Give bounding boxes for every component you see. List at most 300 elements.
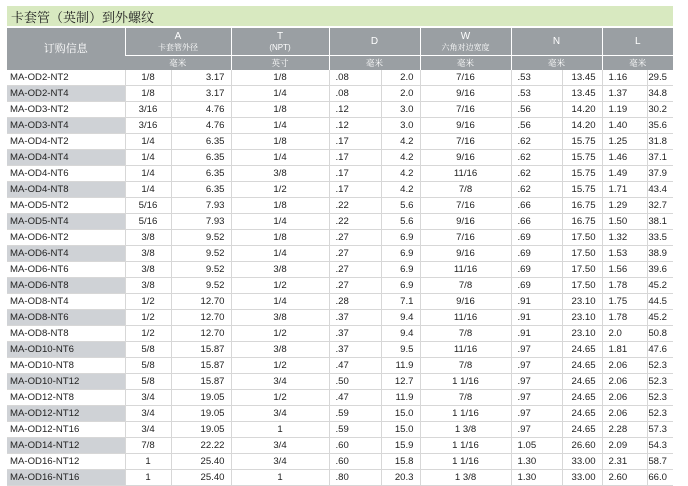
cell-n1: .97 <box>511 422 562 438</box>
table-row <box>7 374 673 390</box>
cell-n2: 33.00 <box>562 470 602 486</box>
cell-l2: 37.9 <box>647 166 673 182</box>
cell-n1: .97 <box>511 374 562 390</box>
cell-w: 7/16 <box>420 134 511 150</box>
cell-d2: 15.8 <box>381 454 420 470</box>
cell-d2: 9.4 <box>381 326 420 342</box>
table-row <box>7 214 673 230</box>
cell-a1: 3/8 <box>125 262 171 278</box>
cell-d2: 6.9 <box>381 278 420 294</box>
cell-n1: .97 <box>511 342 562 358</box>
column-letter: D <box>370 36 379 47</box>
part-number-cell: MA-OD4-NT4 <box>7 150 125 166</box>
column-header-d <box>329 28 420 56</box>
column-letter: W <box>460 30 471 42</box>
cell-a2: 15.87 <box>171 374 231 390</box>
cell-l2: 47.6 <box>647 342 673 358</box>
cell-w: 11/16 <box>420 310 511 326</box>
cell-a2: 12.70 <box>171 326 231 342</box>
cell-n2: 24.65 <box>562 374 602 390</box>
cell-a1: 1/4 <box>125 166 171 182</box>
column-letter: T <box>276 30 284 42</box>
cell-t: 1/4 <box>231 86 329 102</box>
cell-n2: 17.50 <box>562 230 602 246</box>
cell-w: 1 1/16 <box>420 406 511 422</box>
column-letter: A <box>174 30 182 42</box>
cell-d2: 20.3 <box>381 470 420 486</box>
cell-a2: 4.76 <box>171 102 231 118</box>
cell-n1: .66 <box>511 214 562 230</box>
cell-a2: 6.35 <box>171 166 231 182</box>
unit-d: 毫米 <box>329 56 420 71</box>
cell-n1: 1.05 <box>511 438 562 454</box>
part-number-cell: MA-OD3-NT2 <box>7 102 125 118</box>
cell-a1: 1/2 <box>125 326 171 342</box>
part-number-cell: MA-OD6-NT6 <box>7 262 125 278</box>
cell-d2: 6.9 <box>381 230 420 246</box>
cell-d1: .60 <box>329 438 381 454</box>
cell-a1: 1 <box>125 470 171 486</box>
cell-w: 7/16 <box>420 230 511 246</box>
cell-d2: 9.4 <box>381 310 420 326</box>
table-row <box>7 182 673 198</box>
cell-a2: 22.22 <box>171 438 231 454</box>
cell-d1: .22 <box>329 214 381 230</box>
cell-a1: 1/4 <box>125 182 171 198</box>
cell-l2: 37.1 <box>647 150 673 166</box>
part-number-cell: MA-OD10-NT12 <box>7 374 125 390</box>
cell-a1: 5/16 <box>125 214 171 230</box>
part-number-cell: MA-OD6-NT2 <box>7 230 125 246</box>
cell-t: 1/4 <box>231 214 329 230</box>
table-row <box>7 230 673 246</box>
cell-d2: 15.0 <box>381 406 420 422</box>
cell-l1: 1.78 <box>602 278 647 294</box>
cell-n2: 24.65 <box>562 342 602 358</box>
cell-l1: 2.06 <box>602 374 647 390</box>
cell-n1: .69 <box>511 246 562 262</box>
cell-d1: .17 <box>329 182 381 198</box>
cell-d1: .27 <box>329 262 381 278</box>
cell-l2: 44.5 <box>647 294 673 310</box>
cell-d1: .12 <box>329 102 381 118</box>
cell-t: 1/8 <box>231 102 329 118</box>
unit-a: 毫米 <box>125 56 231 71</box>
cell-a2: 9.52 <box>171 278 231 294</box>
table-header <box>7 28 673 70</box>
table-row <box>7 118 673 134</box>
cell-a2: 4.76 <box>171 118 231 134</box>
column-subtitle: (NPT) <box>269 42 291 52</box>
cell-t: 1/8 <box>231 230 329 246</box>
table-row <box>7 310 673 326</box>
cell-n1: .97 <box>511 406 562 422</box>
cell-a2: 9.52 <box>171 262 231 278</box>
cell-l1: 1.16 <box>602 70 647 86</box>
cell-n2: 23.10 <box>562 294 602 310</box>
table-row <box>7 406 673 422</box>
cell-n1: .62 <box>511 150 562 166</box>
part-number-cell: MA-OD12-NT16 <box>7 422 125 438</box>
part-number-cell: MA-OD16-NT16 <box>7 470 125 486</box>
cell-l2: 58.7 <box>647 454 673 470</box>
table-row <box>7 294 673 310</box>
cell-l1: 1.81 <box>602 342 647 358</box>
cell-w: 7/16 <box>420 70 511 86</box>
spec-table <box>7 28 673 486</box>
part-number-cell: MA-OD3-NT4 <box>7 118 125 134</box>
column-header-n <box>511 28 602 56</box>
cell-a1: 1/4 <box>125 150 171 166</box>
cell-n2: 15.75 <box>562 166 602 182</box>
cell-a1: 5/8 <box>125 342 171 358</box>
table-row <box>7 358 673 374</box>
cell-l2: 38.1 <box>647 214 673 230</box>
cell-n2: 17.50 <box>562 278 602 294</box>
cell-l2: 34.8 <box>647 86 673 102</box>
cell-a1: 5/8 <box>125 358 171 374</box>
table-row <box>7 150 673 166</box>
cell-a1: 3/16 <box>125 118 171 134</box>
cell-w: 1 3/8 <box>420 422 511 438</box>
cell-t: 3/4 <box>231 406 329 422</box>
cell-d1: .27 <box>329 278 381 294</box>
cell-d1: .08 <box>329 86 381 102</box>
table-row <box>7 262 673 278</box>
table-row <box>7 86 673 102</box>
cell-w: 1 1/16 <box>420 438 511 454</box>
cell-l2: 31.8 <box>647 134 673 150</box>
cell-d2: 6.9 <box>381 246 420 262</box>
cell-d1: .50 <box>329 374 381 390</box>
table-row <box>7 470 673 486</box>
cell-n2: 15.75 <box>562 134 602 150</box>
cell-a1: 5/16 <box>125 198 171 214</box>
cell-l2: 66.0 <box>647 470 673 486</box>
table-body <box>7 70 673 486</box>
cell-a2: 25.40 <box>171 454 231 470</box>
cell-t: 1/2 <box>231 182 329 198</box>
cell-n1: .66 <box>511 198 562 214</box>
cell-n2: 26.60 <box>562 438 602 454</box>
cell-d2: 2.0 <box>381 86 420 102</box>
cell-d2: 4.2 <box>381 182 420 198</box>
part-number-cell: MA-OD8-NT4 <box>7 294 125 310</box>
cell-w: 7/8 <box>420 182 511 198</box>
table-row <box>7 278 673 294</box>
cell-a2: 6.35 <box>171 182 231 198</box>
cell-w: 7/8 <box>420 326 511 342</box>
cell-w: 1 1/16 <box>420 454 511 470</box>
cell-t: 1/2 <box>231 358 329 374</box>
cell-l1: 1.49 <box>602 166 647 182</box>
part-number-cell: MA-OD4-NT8 <box>7 182 125 198</box>
part-number-cell: MA-OD2-NT2 <box>7 70 125 86</box>
cell-d1: .27 <box>329 230 381 246</box>
cell-d2: 11.9 <box>381 390 420 406</box>
cell-l1: 1.29 <box>602 198 647 214</box>
cell-a2: 6.35 <box>171 150 231 166</box>
cell-n2: 14.20 <box>562 102 602 118</box>
cell-a2: 9.52 <box>171 246 231 262</box>
cell-a1: 3/4 <box>125 390 171 406</box>
cell-l2: 33.5 <box>647 230 673 246</box>
cell-t: 3/8 <box>231 262 329 278</box>
cell-d2: 3.0 <box>381 118 420 134</box>
cell-a1: 3/4 <box>125 422 171 438</box>
cell-d2: 4.2 <box>381 134 420 150</box>
cell-l1: 1.46 <box>602 150 647 166</box>
cell-d1: .47 <box>329 390 381 406</box>
cell-d1: .47 <box>329 358 381 374</box>
cell-t: 1/8 <box>231 198 329 214</box>
cell-a1: 3/8 <box>125 230 171 246</box>
part-number-cell: MA-OD5-NT2 <box>7 198 125 214</box>
cell-d1: .37 <box>329 326 381 342</box>
cell-l2: 45.2 <box>647 278 673 294</box>
cell-n2: 24.65 <box>562 422 602 438</box>
cell-n1: .69 <box>511 278 562 294</box>
cell-w: 9/16 <box>420 246 511 262</box>
cell-w: 7/8 <box>420 358 511 374</box>
part-number-cell: MA-OD8-NT8 <box>7 326 125 342</box>
table-row <box>7 198 673 214</box>
cell-a2: 19.05 <box>171 406 231 422</box>
cell-l1: 1.32 <box>602 230 647 246</box>
cell-n2: 24.65 <box>562 406 602 422</box>
cell-d1: .17 <box>329 166 381 182</box>
cell-n2: 17.50 <box>562 246 602 262</box>
unit-t: 英寸 <box>231 56 329 71</box>
cell-l1: 1.37 <box>602 86 647 102</box>
cell-l2: 35.6 <box>647 118 673 134</box>
cell-d2: 15.9 <box>381 438 420 454</box>
section-title-bar <box>7 6 673 26</box>
cell-l1: 2.31 <box>602 454 647 470</box>
column-header-w <box>420 28 511 56</box>
cell-l2: 29.5 <box>647 70 673 86</box>
cell-l1: 1.19 <box>602 102 647 118</box>
table-row <box>7 102 673 118</box>
part-number-cell: MA-OD4-NT6 <box>7 166 125 182</box>
part-number-cell: MA-OD6-NT8 <box>7 278 125 294</box>
cell-n1: 1.30 <box>511 470 562 486</box>
cell-d2: 4.2 <box>381 166 420 182</box>
table-row <box>7 342 673 358</box>
cell-a1: 5/8 <box>125 374 171 390</box>
cell-d2: 5.6 <box>381 198 420 214</box>
cell-n2: 24.65 <box>562 390 602 406</box>
cell-d2: 15.0 <box>381 422 420 438</box>
order-info-header: 订购信息 <box>7 28 125 70</box>
cell-t: 1/4 <box>231 246 329 262</box>
table-row <box>7 390 673 406</box>
cell-n1: .91 <box>511 294 562 310</box>
cell-t: 3/4 <box>231 438 329 454</box>
cell-t: 1/8 <box>231 134 329 150</box>
cell-l2: 39.6 <box>647 262 673 278</box>
cell-n2: 15.75 <box>562 150 602 166</box>
cell-l1: 2.06 <box>602 358 647 374</box>
cell-l2: 30.2 <box>647 102 673 118</box>
part-number-cell: MA-OD14-NT12 <box>7 438 125 454</box>
cell-l2: 45.2 <box>647 310 673 326</box>
cell-n2: 24.65 <box>562 358 602 374</box>
cell-d1: .59 <box>329 422 381 438</box>
cell-t: 3/8 <box>231 310 329 326</box>
cell-l2: 38.9 <box>647 246 673 262</box>
cell-a2: 15.87 <box>171 342 231 358</box>
cell-t: 1/2 <box>231 326 329 342</box>
cell-n2: 16.75 <box>562 214 602 230</box>
cell-a2: 15.87 <box>171 358 231 374</box>
cell-l2: 52.3 <box>647 358 673 374</box>
column-subtitle: 六角对边宽度 <box>441 42 490 52</box>
cell-d2: 7.1 <box>381 294 420 310</box>
cell-d2: 2.0 <box>381 70 420 86</box>
cell-w: 9/16 <box>420 118 511 134</box>
cell-n2: 23.10 <box>562 310 602 326</box>
cell-t: 1/8 <box>231 70 329 86</box>
cell-t: 1/4 <box>231 294 329 310</box>
cell-n1: .69 <box>511 230 562 246</box>
cell-l1: 1.71 <box>602 182 647 198</box>
cell-l1: 1.50 <box>602 214 647 230</box>
cell-a1: 1/2 <box>125 310 171 326</box>
cell-d2: 12.7 <box>381 374 420 390</box>
cell-t: 1/4 <box>231 118 329 134</box>
cell-l2: 32.7 <box>647 198 673 214</box>
cell-d2: 5.6 <box>381 214 420 230</box>
table-row <box>7 454 673 470</box>
cell-a2: 19.05 <box>171 422 231 438</box>
cell-l2: 43.4 <box>647 182 673 198</box>
cell-a1: 1 <box>125 454 171 470</box>
part-number-cell: MA-OD6-NT4 <box>7 246 125 262</box>
cell-w: 1 1/16 <box>420 374 511 390</box>
cell-n2: 13.45 <box>562 70 602 86</box>
cell-d1: .08 <box>329 70 381 86</box>
cell-a2: 6.35 <box>171 134 231 150</box>
cell-a1: 1/8 <box>125 70 171 86</box>
cell-w: 9/16 <box>420 86 511 102</box>
cell-l2: 52.3 <box>647 390 673 406</box>
cell-a1: 3/8 <box>125 278 171 294</box>
part-number-cell: MA-OD2-NT4 <box>7 86 125 102</box>
cell-a2: 7.93 <box>171 198 231 214</box>
table-row <box>7 134 673 150</box>
cell-t: 3/4 <box>231 374 329 390</box>
cell-l2: 52.3 <box>647 374 673 390</box>
unit-l: 毫米 <box>602 56 673 71</box>
cell-w: 7/8 <box>420 278 511 294</box>
cell-l1: 1.25 <box>602 134 647 150</box>
cell-l1: 2.09 <box>602 438 647 454</box>
cell-t: 3/4 <box>231 454 329 470</box>
cell-d1: .22 <box>329 198 381 214</box>
cell-d1: .17 <box>329 134 381 150</box>
column-header-a <box>125 28 231 56</box>
cell-d2: 4.2 <box>381 150 420 166</box>
cell-w: 11/16 <box>420 166 511 182</box>
part-number-cell: MA-OD5-NT4 <box>7 214 125 230</box>
part-number-cell: MA-OD10-NT8 <box>7 358 125 374</box>
cell-l2: 52.3 <box>647 406 673 422</box>
cell-a2: 25.40 <box>171 470 231 486</box>
table-row <box>7 326 673 342</box>
cell-d1: .27 <box>329 246 381 262</box>
cell-n1: 1.30 <box>511 454 562 470</box>
part-number-cell: MA-OD16-NT12 <box>7 454 125 470</box>
unit-n: 毫米 <box>511 56 602 71</box>
cell-t: 1 <box>231 470 329 486</box>
cell-w: 1 3/8 <box>420 470 511 486</box>
cell-w: 7/16 <box>420 102 511 118</box>
cell-n1: .62 <box>511 134 562 150</box>
table-row <box>7 246 673 262</box>
cell-a2: 9.52 <box>171 230 231 246</box>
cell-n1: .91 <box>511 326 562 342</box>
cell-w: 9/16 <box>420 294 511 310</box>
part-number-cell: MA-OD10-NT6 <box>7 342 125 358</box>
cell-d2: 9.5 <box>381 342 420 358</box>
table-row <box>7 422 673 438</box>
cell-l1: 2.60 <box>602 470 647 486</box>
cell-n2: 15.75 <box>562 182 602 198</box>
cell-t: 1/2 <box>231 278 329 294</box>
cell-a1: 1/8 <box>125 86 171 102</box>
cell-n1: .69 <box>511 262 562 278</box>
cell-t: 1/4 <box>231 150 329 166</box>
table-row <box>7 70 673 86</box>
column-letter: N <box>552 36 561 47</box>
cell-d1: .59 <box>329 406 381 422</box>
cell-a2: 3.17 <box>171 86 231 102</box>
cell-l1: 1.56 <box>602 262 647 278</box>
column-header-t <box>231 28 329 56</box>
column-header-l <box>602 28 673 56</box>
part-number-cell: MA-OD4-NT2 <box>7 134 125 150</box>
cell-l1: 2.28 <box>602 422 647 438</box>
cell-w: 11/16 <box>420 262 511 278</box>
cell-d2: 3.0 <box>381 102 420 118</box>
cell-l2: 50.8 <box>647 326 673 342</box>
cell-d1: .37 <box>329 310 381 326</box>
cell-w: 11/16 <box>420 342 511 358</box>
cell-n1: .53 <box>511 86 562 102</box>
section-title: 卡套管（英制）到外螺纹 <box>11 9 155 25</box>
cell-n1: .53 <box>511 70 562 86</box>
cell-a1: 3/16 <box>125 102 171 118</box>
cell-n1: .91 <box>511 310 562 326</box>
cell-d2: 11.9 <box>381 358 420 374</box>
cell-a1: 3/4 <box>125 406 171 422</box>
cell-d1: .17 <box>329 150 381 166</box>
cell-a2: 3.17 <box>171 70 231 86</box>
cell-n2: 16.75 <box>562 198 602 214</box>
part-number-cell: MA-OD8-NT6 <box>7 310 125 326</box>
cell-a1: 3/8 <box>125 246 171 262</box>
cell-n2: 23.10 <box>562 326 602 342</box>
cell-l2: 57.3 <box>647 422 673 438</box>
cell-a2: 7.93 <box>171 214 231 230</box>
cell-l1: 2.06 <box>602 390 647 406</box>
cell-l1: 1.40 <box>602 118 647 134</box>
cell-t: 3/8 <box>231 342 329 358</box>
cell-l2: 54.3 <box>647 438 673 454</box>
cell-l1: 1.78 <box>602 310 647 326</box>
cell-t: 1 <box>231 422 329 438</box>
